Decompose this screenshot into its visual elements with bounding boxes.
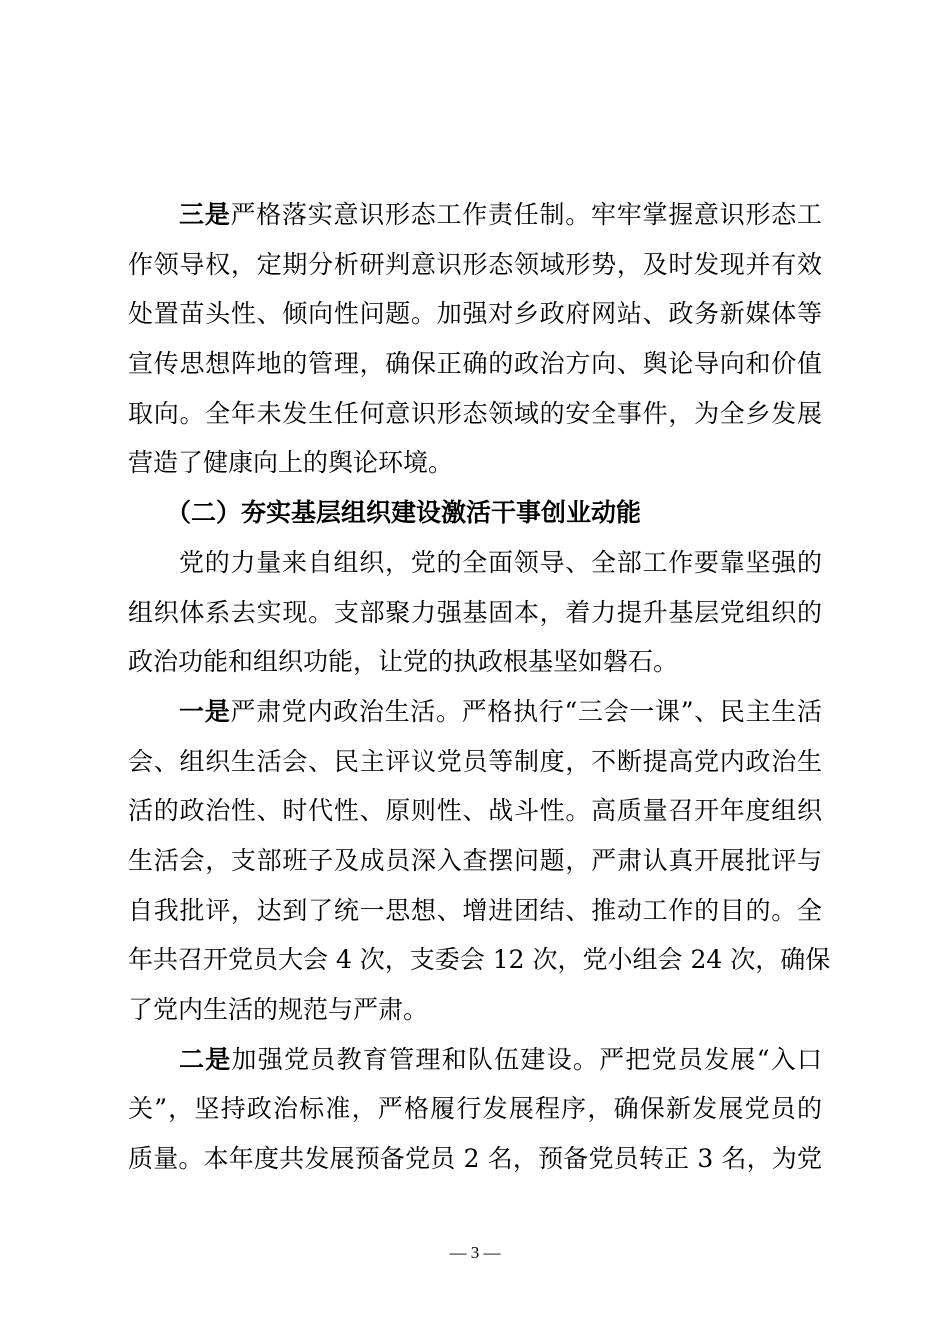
text-line bbox=[128, 438, 822, 488]
text-line bbox=[128, 339, 822, 389]
lead-label: 三是 bbox=[179, 200, 231, 229]
line-text: 政治功能和组织功能，让党的执政根基坚如磐石。 bbox=[128, 647, 679, 677]
text-line bbox=[128, 687, 822, 737]
text-line bbox=[128, 190, 822, 240]
text-line bbox=[128, 488, 822, 538]
line-text: 处置苗头性、倾向性问题。加强对乡政府网站、政务新媒体等 bbox=[128, 299, 822, 329]
text-line bbox=[128, 1134, 822, 1184]
line-text: 取向。全年未发生任何意识形态领域的安全事件，为全乡发展 bbox=[128, 398, 822, 428]
text-line bbox=[128, 240, 822, 290]
text-line bbox=[128, 886, 822, 936]
line-text: 关”，坚持政治标准，严格履行发展程序，确保新发展党员的 bbox=[128, 1094, 822, 1124]
paragraph bbox=[128, 687, 831, 1035]
line-text: 生活会，支部班子及成员深入查摆问题，严肃认真开展批评与 bbox=[128, 845, 822, 875]
line-text: 加强党员教育管理和队伍建设。严把党员发展“入口 bbox=[231, 1044, 822, 1074]
text-line bbox=[128, 538, 822, 588]
page-number: — 3 — bbox=[449, 1243, 501, 1262]
lead-label: 二是 bbox=[179, 1044, 232, 1074]
line-text: 质量。本年度共发展预备党员 2 名，预备党员转正 3 名，为党 bbox=[128, 1144, 822, 1174]
line-text: 组织体系去实现。支部聚力强基固本，着力提升基层党组织的 bbox=[128, 597, 822, 627]
line-text: 了党内生活的规范与严肃。 bbox=[128, 995, 429, 1024]
line-text: 年共召开党员大会 4 次，支委会 12 次，党小组会 24 次，确保 bbox=[128, 945, 831, 975]
text-line bbox=[128, 836, 822, 886]
paragraph bbox=[128, 1035, 822, 1184]
text-line bbox=[128, 637, 822, 687]
line-text: 严肃党内政治生活。严格执行“三会一课”、民主生活 bbox=[230, 696, 822, 726]
section-heading bbox=[128, 488, 822, 538]
text-line bbox=[128, 588, 822, 638]
text-line bbox=[128, 935, 831, 985]
text-line bbox=[128, 289, 822, 339]
line-text: 会、组织生活会、民主评议党员等制度，不断提高党内政治生 bbox=[128, 746, 822, 776]
text-line bbox=[128, 985, 822, 1035]
text-line bbox=[128, 737, 822, 787]
text-line bbox=[128, 389, 822, 439]
line-text: 营造了健康向上的舆论环境。 bbox=[128, 448, 454, 478]
text-line bbox=[128, 1084, 822, 1134]
text-line bbox=[128, 786, 822, 836]
body-text bbox=[128, 190, 831, 1184]
line-text: （二）夯实基层组织建设激活干事创业动能 bbox=[166, 498, 642, 528]
line-text: 作领导权，定期分析研判意识形态领域形势，及时发现并有效 bbox=[128, 249, 822, 279]
line-text: 党的力量来自组织，党的全面领导、全部工作要靠坚强的 bbox=[179, 547, 822, 577]
paragraph bbox=[128, 190, 822, 488]
line-text: 严格落实意识形态工作责任制。牢牢掌握意识形态工 bbox=[230, 200, 822, 229]
line-text: 活的政治性、时代性、原则性、战斗性。高质量召开年度组织 bbox=[128, 796, 822, 826]
lead-label: 一是 bbox=[179, 696, 231, 726]
text-line bbox=[128, 1035, 822, 1085]
line-text: 宣传思想阵地的管理，确保正确的政治方向、舆论导向和价值 bbox=[128, 349, 822, 379]
paragraph bbox=[128, 538, 822, 687]
line-text: 自我批评，达到了统一思想、增进团结、推动工作的目的。全 bbox=[128, 895, 822, 925]
